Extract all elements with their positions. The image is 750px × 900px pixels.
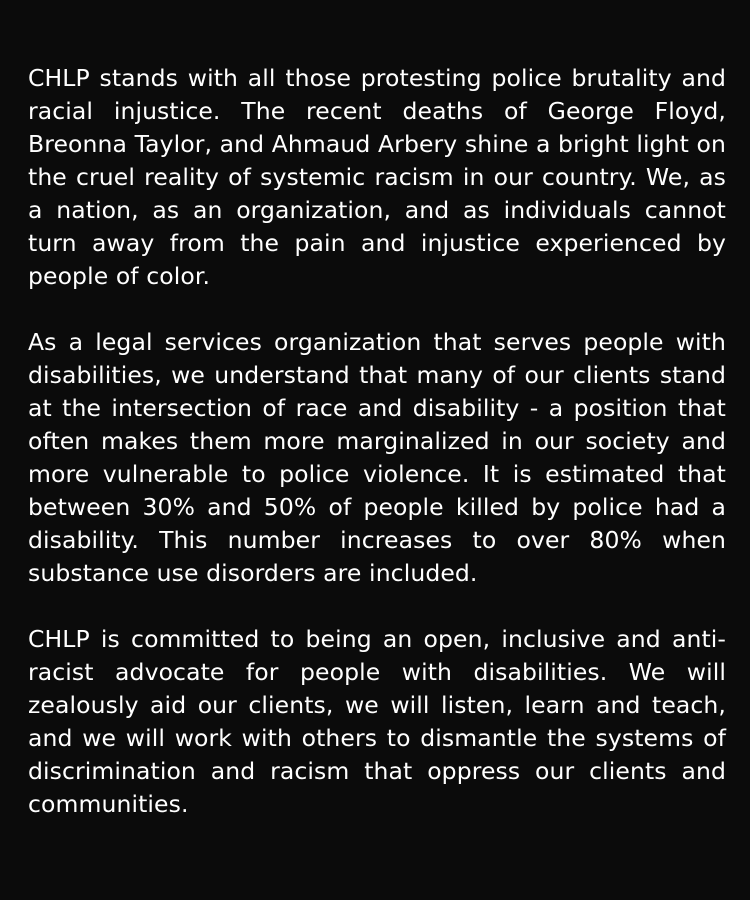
statement-paragraph-1: CHLP stands with all those protesting police brutality and racial injustice. The recent deaths of George Floyd, Breonna Taylor, and Ahmaud Arbery shine a bright light on the cruel reality of systemic racism in our country. We, as a nation, as an organization, and as individuals cannot turn away from the pain and injustice experienced by people of color. bbox=[28, 64, 726, 290]
statement-paragraph-3: CHLP is committed to being an open, inclusive and anti-racist advocate for people with disabilities. We will zealously aid our clients, we will listen, learn and teach, and we will work with others to dismantle the systems of discrimination and racism that oppress our clients and communities. bbox=[28, 625, 726, 818]
statement-paragraph-2: As a legal services organization that serves people with disabilities, we understand that many of our clients stand at the intersection of race and disability - a position that often makes them more marginalized in our society and more vulnerable to police violence. It is estimated that between 30% and 50% of people killed by police had a disability. This number increases to over 80% when substance use disorders are included. bbox=[28, 328, 726, 587]
